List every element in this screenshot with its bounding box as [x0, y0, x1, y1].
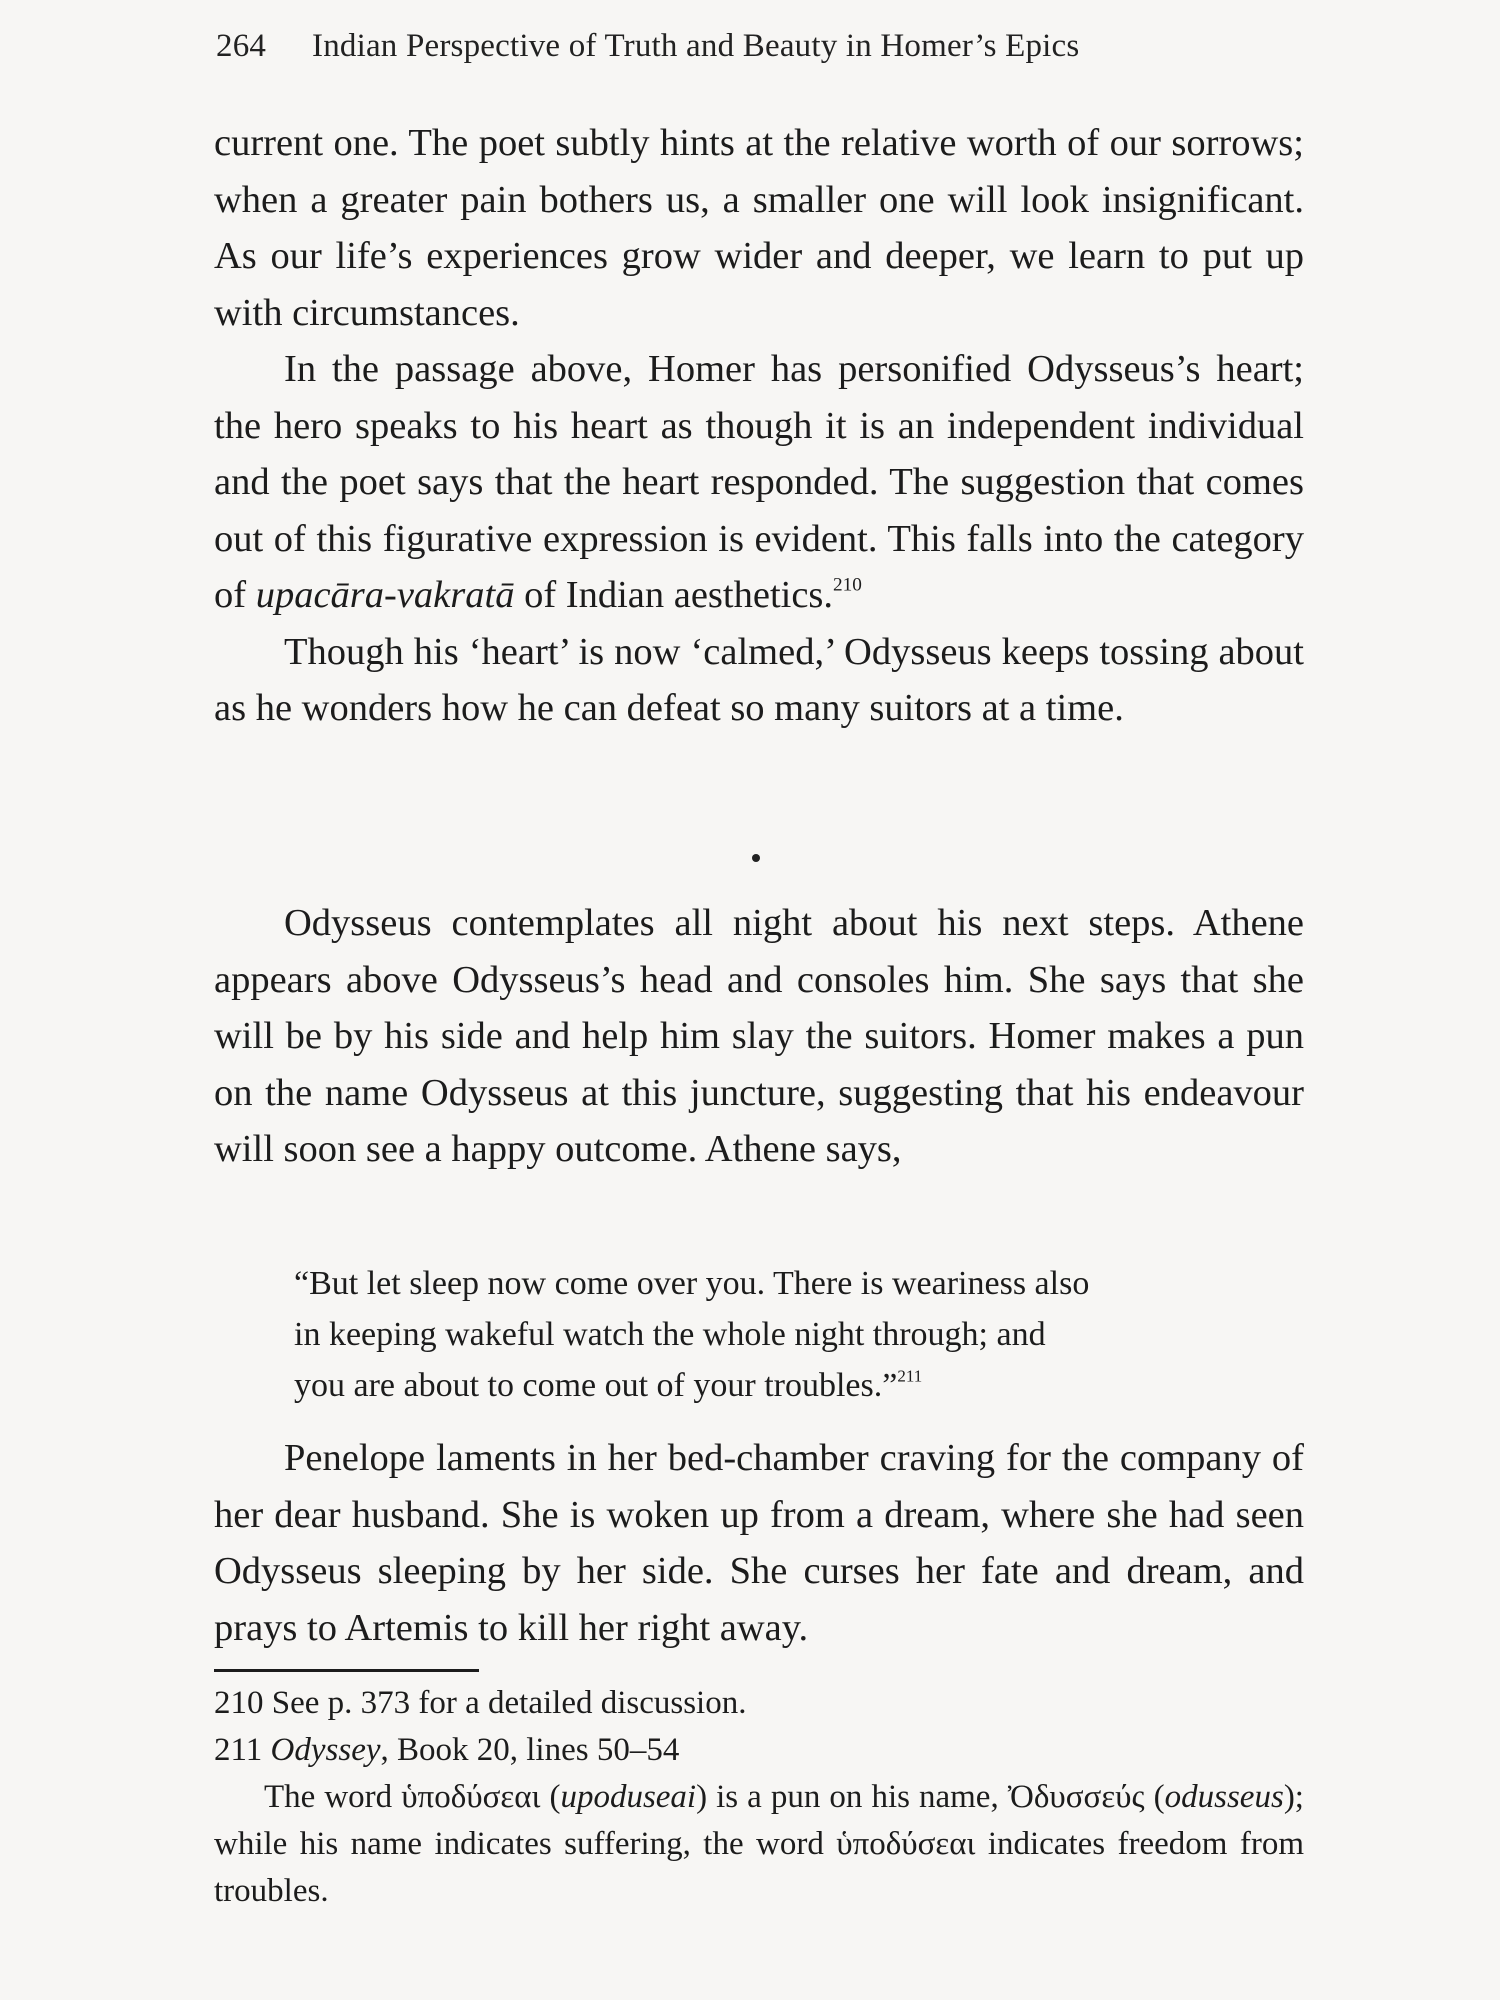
quote-line-2: in keeping wakeful watch the whole night through; and	[294, 1316, 1046, 1353]
footnote-divider	[214, 1669, 479, 1672]
paragraph-3: Though his ‘heart’ is now ‘calmed,’ Odysseus keeps tossing about as he wonders how he can defeat so many suitors at a time.	[214, 630, 1304, 729]
footnote-210: 210 See p. 373 for a detailed discussion.	[214, 1685, 747, 1721]
quote-line-1: “But let sleep now come over you. There is weariness also	[294, 1265, 1090, 1302]
text-block-top	[214, 115, 1304, 737]
paragraph-2: In the passage above, Homer has personified Odysseus’s heart; the hero speaks to his heart as though it is an independent individual and the poet says that the heart responded. The suggestion that comes out of this figurative expression is evident. This falls into the category of upacāra-vakratā of Indian aesthetics.$^{210}$	[214, 348, 1304, 616]
paragraph-4: Odysseus contemplates all night about his next steps. Athene appears above Odysseus’s head and consoles him. She says that she will be by his side and help him slay the suitors. Homer makes a pun on the name Odysseus at this juncture, suggesting that his endeavour will soon see a happy outcome. Athene says,	[214, 902, 1304, 1170]
quote-line-3: you are about to come out of your troubles.”$^{211}$	[294, 1366, 923, 1404]
greek-word-again: ὑποδύσεαι	[836, 1826, 976, 1862]
paragraph-1: current one. The poet subtly hints at the relative worth of our sorrows; when a greater pain bothers us, a smaller one will look insignificant. As our life’s experiences grow wider and deeper, we learn to put up with circumstances.	[214, 122, 1304, 334]
footnote-211: 211 Odyssey, Book 20, lines 50–54	[214, 1732, 680, 1768]
block-quote	[294, 1258, 1224, 1411]
text-block-bottom	[214, 1430, 1304, 1656]
running-head	[216, 28, 1306, 65]
paragraph-5: Penelope laments in her bed-chamber craving for the company of her dear husband. She is woken up from a dream, where she had seen Odysseus sleeping by her side. She curses her fate and dream, and prays to Artemis to kill her right away.	[214, 1437, 1304, 1649]
text-block-middle	[214, 895, 1304, 1178]
running-head-title: Indian Perspective of Truth and Beauty in Homer’s Epics	[312, 28, 1080, 64]
footnote-ref-211: 211	[897, 1366, 923, 1386]
page-number: 264	[216, 28, 267, 64]
footnote-211-note: The word ὑποδύσεαι (upoduseai) is a pun on his name, Ὀδυσσεύς (odusseus); while his name indicates suffering, the word ὑποδύσεαι indicates freedom from troubles.	[214, 1779, 1304, 1909]
footnote-ref-210: 210	[833, 574, 862, 596]
greek-name: Ὀδυσσεύς	[1007, 1779, 1145, 1815]
footnotes	[214, 1680, 1304, 1915]
section-break-dot	[752, 854, 760, 862]
greek-word: ὑποδύσεαι	[401, 1779, 541, 1815]
sanskrit-term: upacāra-vakratā	[255, 574, 515, 616]
